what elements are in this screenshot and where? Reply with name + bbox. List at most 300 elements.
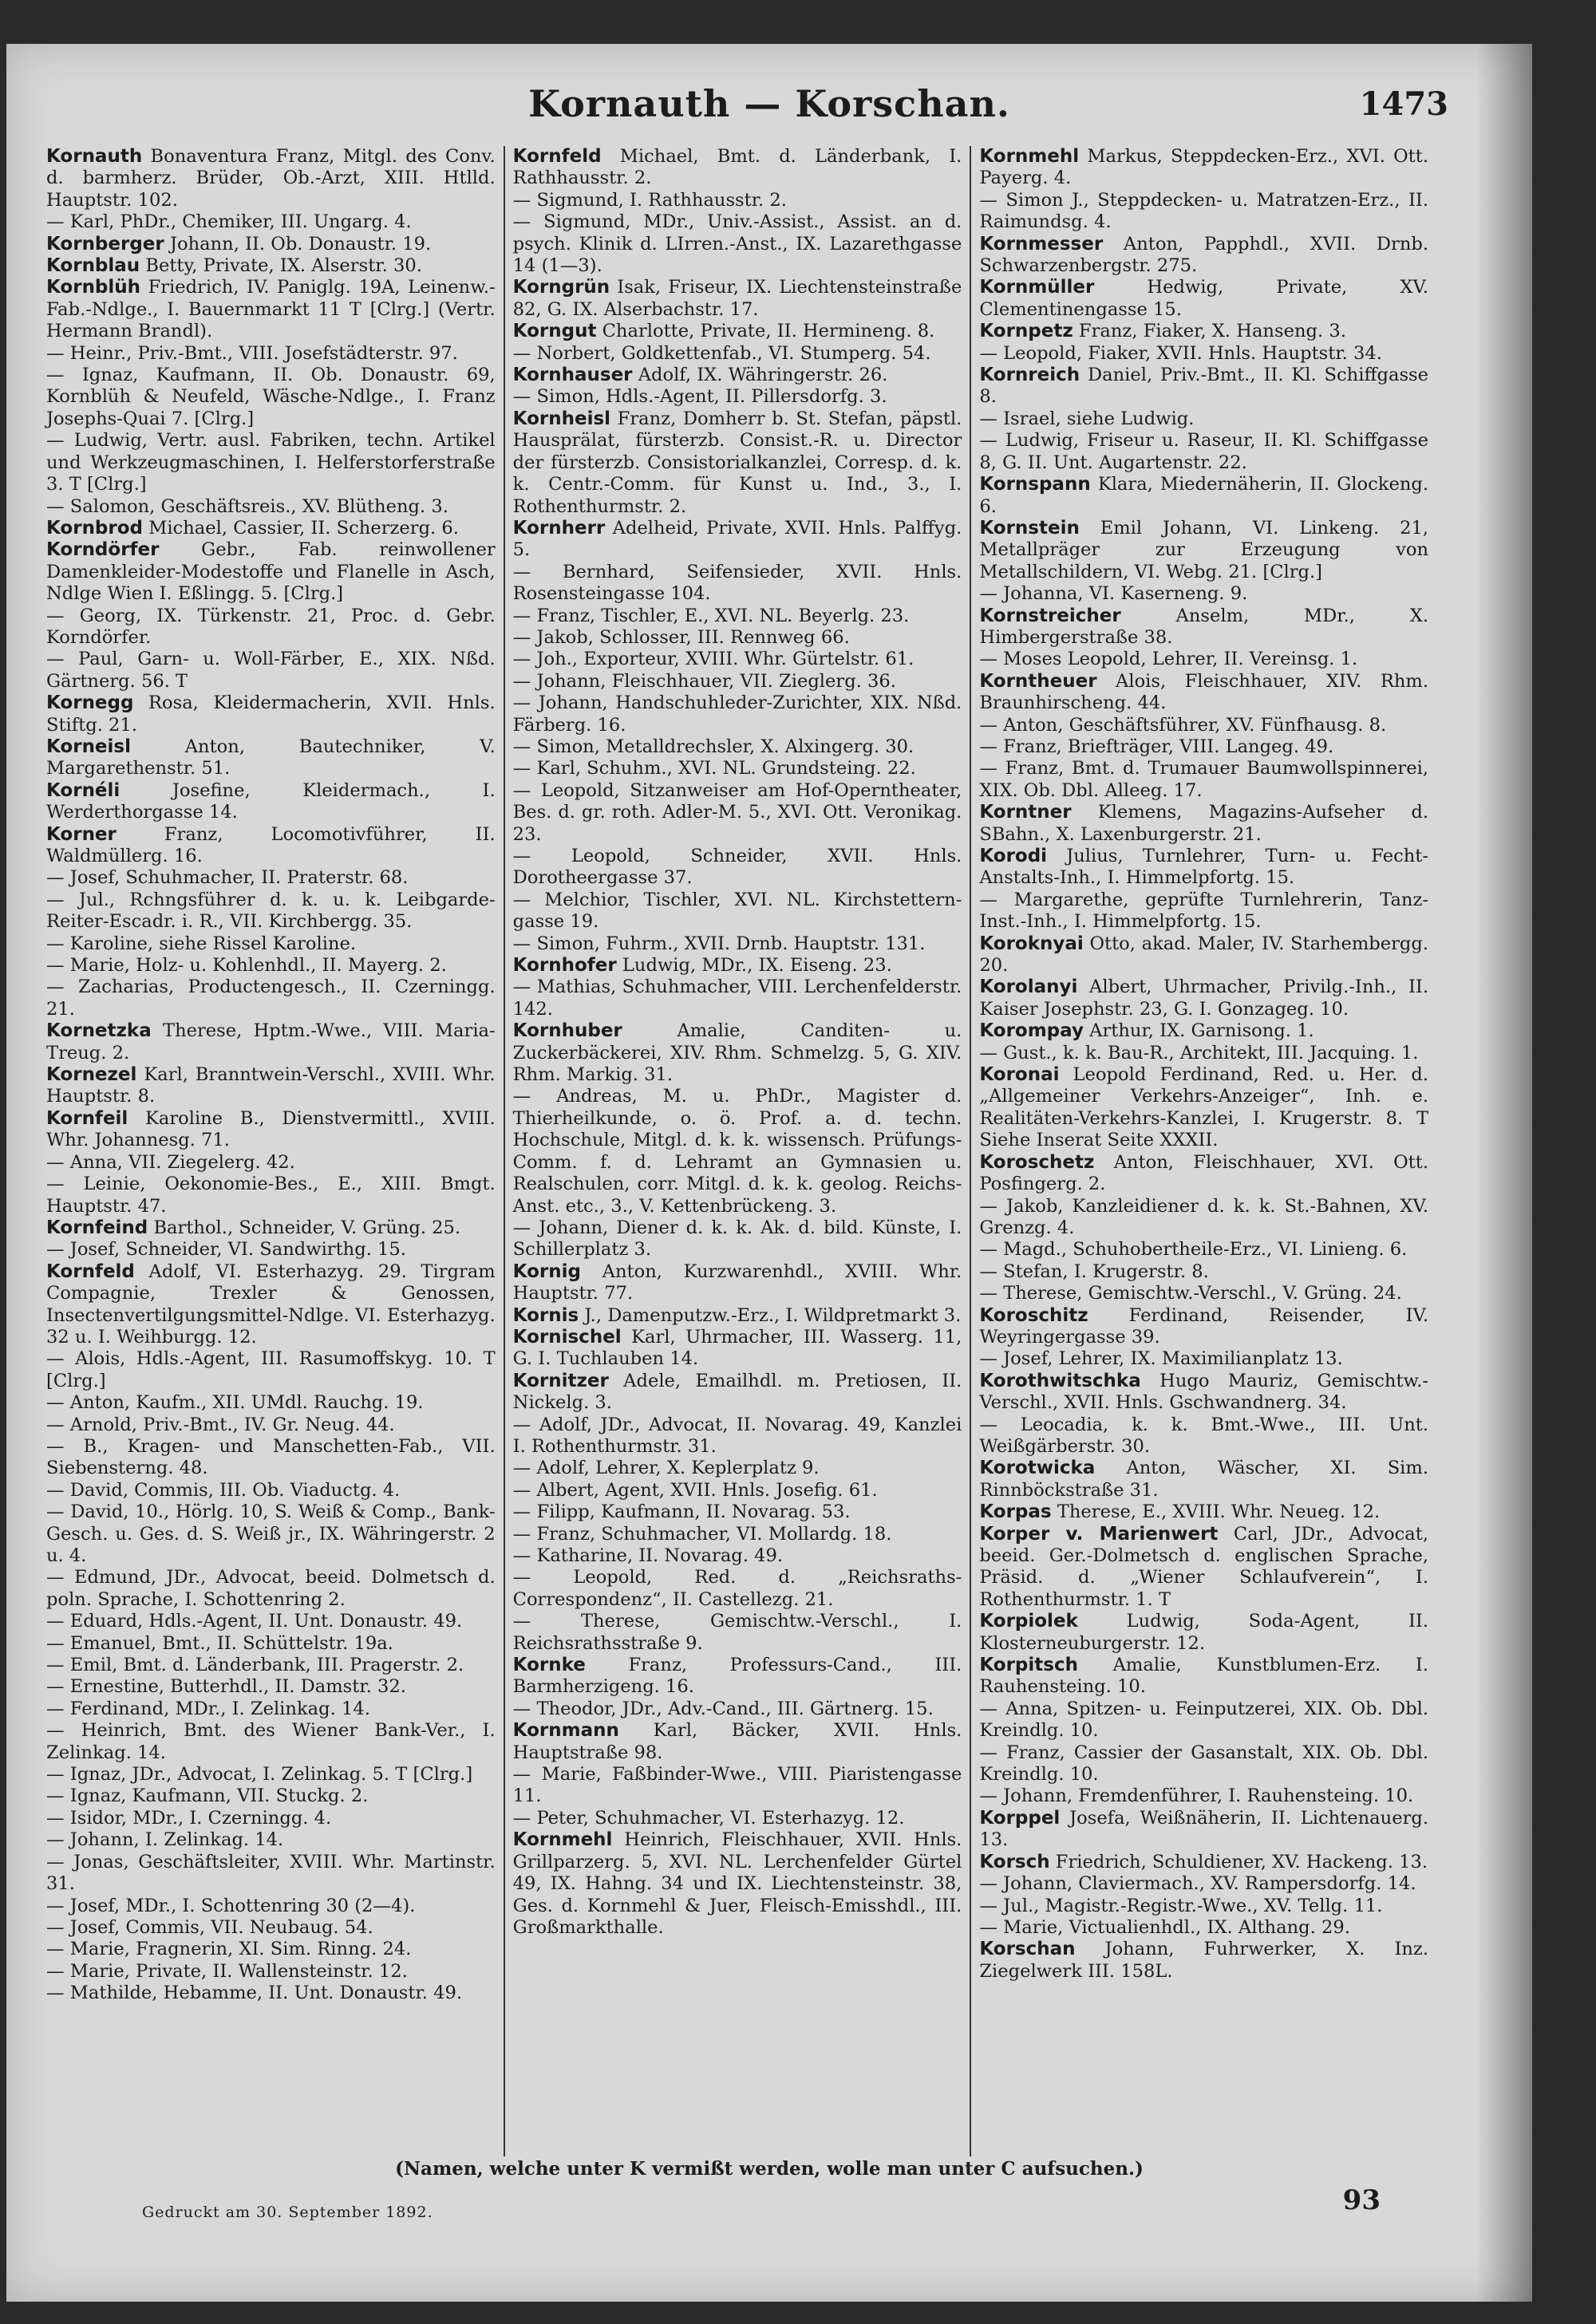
entry-text: — Alois, Hdls.-Agent, III. Rasumoffskyg. 10. T [Clrg.] xyxy=(46,1348,496,1391)
entry-text: — Jakob, Kanzleidiener d. k. k. St.-Bahnen, XV. Grenzg. 4. xyxy=(979,1195,1429,1238)
directory-entry xyxy=(513,518,962,562)
entry-text: Anton, Wäscher, XI. Sim. Rinnböckstraße 31. xyxy=(979,1458,1429,1501)
entry-text: — Franz, Briefträger, VIII. Langeg. 49. xyxy=(979,736,1334,757)
entry-text: — Leopold, Sitzanweiser am Hof-Operntheater, Bes. d. gr. roth. Adler-M. 5., XVI. Ott. Veronikag. 23. xyxy=(512,779,962,845)
entry-text: — Sigmund, MDr., Univ.-Assist., Assist. an d. psych. Klinik d. LIrren.-Anst., IX. Lazarethgasse 14 (1—3). xyxy=(512,211,962,277)
entry-text: Arthur, IX. Garnisong. 1. xyxy=(1089,1020,1314,1042)
directory-entry xyxy=(513,1545,962,1567)
entry-surname: Korntner xyxy=(979,802,1072,823)
entry-text: Amalie, Canditen- u. Zuckerbäckerei, XIV. Rhm. Schmelzg. 5, G. XIV. Rhm. Markig. 31. xyxy=(512,1020,962,1086)
directory-entry xyxy=(513,1611,962,1655)
directory-entry xyxy=(46,496,496,518)
directory-entry xyxy=(46,1699,496,1720)
directory-entry xyxy=(513,1720,962,1764)
entry-text: Karl, Branntwein-Verschl., XVIII. Whr. Hauptstr. 8. xyxy=(46,1064,496,1107)
entry-text: — Ludwig, Vertr. ausl. Fabriken, techn. Artikel und Werkzeugmaschinen, I. Helferstorferstraße 3. T [Clrg.] xyxy=(46,430,496,495)
entry-surname: Kornreich xyxy=(979,365,1080,386)
entry-text: — Ferdinand, MDr., I. Zelinkag. 14. xyxy=(46,1698,370,1719)
directory-entry xyxy=(979,1742,1428,1786)
entry-text: — Josef, Schneider, VI. Sandwirthg. 15. xyxy=(46,1239,406,1261)
directory-entry xyxy=(46,1896,496,1917)
directory-entry xyxy=(46,255,496,277)
directory-entry xyxy=(513,692,962,736)
entry-text: — Anna, VII. Ziegelerg. 42. xyxy=(46,1151,295,1173)
entry-text: — Josef, MDr., I. Schottenring 30 (2—4). xyxy=(46,1895,416,1916)
directory-entry xyxy=(979,321,1428,342)
directory-entry xyxy=(979,1261,1428,1283)
directory-entry xyxy=(46,343,496,365)
entry-surname: Korschan xyxy=(979,1939,1076,1960)
directory-entry xyxy=(46,867,496,889)
entry-text: Anton, Kurzwarenhdl., XVIII. Whr. Hauptstr. 77. xyxy=(512,1261,962,1304)
entry-text: Anton, Papphdl., XVII. Drnb. Schwarzenbergstr. 275. xyxy=(979,233,1429,277)
directory-entry xyxy=(46,1720,496,1764)
entry-text: Alois, Fleischhauer, XIV. Rhm. Braunhirscheng. 44. xyxy=(979,670,1429,714)
entry-text: Josefine, Kleidermach., I. Werderthorgasse 14. xyxy=(46,779,496,823)
column-2 xyxy=(504,146,970,2156)
entry-text: Albert, Uhrmacher, Privilg.-Inh., II. Kaiser Josephstr. 23, G. I. Gonzageg. 10. xyxy=(979,977,1429,1020)
entry-surname: Kornbrod xyxy=(46,517,144,539)
entry-surname: Kornhuber xyxy=(512,1020,622,1042)
entry-surname: Kornherr xyxy=(512,517,606,539)
directory-entry xyxy=(979,1524,1428,1612)
directory-entry xyxy=(979,474,1428,518)
entry-surname: Koroschitz xyxy=(979,1304,1088,1326)
entry-text: — Karoline, siehe Rissel Karoline. xyxy=(46,933,357,954)
entry-surname: Kornischel xyxy=(512,1326,622,1347)
directory-entry xyxy=(513,671,962,692)
directory-entry xyxy=(46,1633,496,1655)
directory-entry xyxy=(513,146,962,190)
directory-entry xyxy=(979,1873,1428,1895)
entry-text: — Anna, Spitzen- u. Feinputzerei, XIX. Ob. Dbl. Kreindlg. 10. xyxy=(979,1698,1429,1742)
entry-text: — Karl, Schuhm., XVI. NL. Grundsteing. 22. xyxy=(512,758,916,779)
entry-text: Charlotte, Private, II. Hermineng. 8. xyxy=(602,321,935,342)
entry-text: — Melchior, Tischler, XVI. NL. Kirchstettern-gasse 19. xyxy=(512,889,962,933)
entry-text: Bonaventura Franz, Mitgl. des Conv. d. barmherz. Brüder, Ob.-Arzt, XIII. Htlld. Hauptstr. 102. xyxy=(46,146,496,211)
directory-entry xyxy=(46,1785,496,1807)
entry-text: Adelheid, Private, XVII. Hnls. Palffyg. 5. xyxy=(512,517,962,561)
entry-surname: Korsch xyxy=(979,1851,1050,1872)
footnote: (Namen, welche unter K vermißt werden, wolle man unter C aufsuchen.) xyxy=(395,2158,1144,2180)
directory-entry xyxy=(979,1064,1428,1152)
entry-text: — Zacharias, Productengesch., II. Czerningg. 21. xyxy=(46,977,496,1020)
directory-entry xyxy=(46,1174,496,1217)
entry-text: Friedrich, IV. Paniglg. 19A, Leinenw.-Fab.-Ndlge., I. Bauernmarkt 11 T [Clrg.] (Vertr. Hermann Brandl). xyxy=(46,277,496,342)
entry-text: Anton, Bautechniker, V. Margarethenstr. 51. xyxy=(46,736,496,779)
entry-text: — Adolf, JDr., Advocat, II. Novarag. 49, Kanzlei I. Rothenthurmstr. 31. xyxy=(512,1414,962,1457)
directory-entry xyxy=(979,343,1428,365)
entry-surname: Kornstein xyxy=(979,517,1080,539)
entry-text: Markus, Steppdecken-Erz., XVI. Ott. Payerg. 4. xyxy=(979,146,1429,189)
directory-entry xyxy=(46,1480,496,1501)
entry-text: — Ludwig, Friseur u. Raseur, II. Kl. Schiffgasse 8, G. II. Unt. Augartenstr. 22. xyxy=(979,430,1429,473)
entry-text: — Mathilde, Hebamme, II. Unt. Donaustr. 49. xyxy=(46,1983,463,2004)
entry-surname: Kornfeind xyxy=(46,1217,148,1238)
directory-entry xyxy=(46,692,496,736)
entry-text: Isak, Friseur, IX. Liechtensteinstraße 82, G. IX. Alserbachstr. 17. xyxy=(512,277,962,320)
entry-text: — Leopold, Fiaker, XVII. Hnls. Hauptstr. 34. xyxy=(979,342,1382,364)
directory-entry xyxy=(46,1917,496,1939)
entry-text: — Marie, Holz- u. Kohlenhdl., II. Mayerg. 2. xyxy=(46,955,447,977)
entry-text: — Johann, Fremdenführer, I. Rauhensteing. 10. xyxy=(979,1785,1414,1807)
entry-surname: Korngrün xyxy=(512,277,610,298)
entry-text: Otto, akad. Maler, IV. Starhembergg. 20. xyxy=(979,933,1429,977)
entry-text: — David, 10., Hörlg. 10, S. Weiß & Comp., Bank-Gesch. u. Ges. d. S. Weiß jr., IX. Währingerstr. 2 u. 4. xyxy=(46,1501,496,1566)
entry-surname: Kornstreicher xyxy=(979,605,1121,626)
column-1 xyxy=(38,146,504,2156)
entry-text: Therese, E., XVIII. Whr. Neueg. 12. xyxy=(1057,1501,1381,1523)
directory-entry xyxy=(46,1239,496,1261)
entry-surname: Kornmehl xyxy=(979,146,1080,167)
entry-surname: Kornblau xyxy=(46,255,140,277)
entry-surname: Kornpetz xyxy=(979,321,1073,342)
directory-entry xyxy=(979,365,1428,408)
directory-entry xyxy=(513,1458,962,1479)
directory-entry xyxy=(46,1348,496,1392)
directory-entry xyxy=(513,1808,962,1829)
directory-entry xyxy=(46,933,496,955)
entry-text: — Leinie, Oekonomie-Bes., E., XIII. Bmgt. Hauptstr. 47. xyxy=(46,1174,496,1217)
entry-surname: Kornezel xyxy=(46,1064,137,1086)
directory-entry xyxy=(513,758,962,779)
entry-surname: Korpiolek xyxy=(979,1611,1078,1632)
directory-entry xyxy=(513,1371,962,1415)
page-edge-shadow xyxy=(1476,44,1532,2302)
directory-entry xyxy=(979,758,1428,802)
directory-entry xyxy=(46,1829,496,1851)
entry-text: Karl, Bäcker, XVII. Hnls. Hauptstraße 98. xyxy=(512,1720,962,1763)
entry-text: — Stefan, I. Krugerstr. 8. xyxy=(979,1261,1209,1282)
entry-surname: Korotwicka xyxy=(979,1458,1096,1479)
directory-entry xyxy=(46,430,496,495)
directory-entry xyxy=(979,583,1428,605)
entry-text: Betty, Private, IX. Alserstr. 30. xyxy=(145,255,422,277)
entry-text: — Marie, Private, II. Wallensteinstr. 12. xyxy=(46,1960,408,1982)
entry-text: Franz, Domherr b. St. Stefan, päpstl. Hausprälat, fürsterzb. Consist.-R. u. Director der fürsterzb. Consistorialkanzlei, Corresp. d. k. k. Centr.-Comm. für Kunst u. Ind., 3., I. Rothenthurmstr. 2. xyxy=(512,408,962,517)
entry-text: Michael, Bmt. d. Länderbank, I. Rathhausstr. 2. xyxy=(512,146,962,189)
entry-surname: Korndörfer xyxy=(46,539,160,561)
directory-entry xyxy=(979,234,1428,278)
directory-entry xyxy=(46,824,496,868)
directory-entry xyxy=(979,715,1428,736)
entry-surname: Korothwitschka xyxy=(979,1370,1141,1391)
directory-entry xyxy=(513,277,962,321)
directory-entry xyxy=(979,1655,1428,1699)
directory-entry xyxy=(46,1064,496,1108)
directory-entry xyxy=(46,539,496,605)
directory-entry xyxy=(46,1852,496,1896)
entry-text: Franz, Professurs-Cand., III. Barmherzigeng. 16. xyxy=(512,1655,962,1698)
entry-surname: Korodi xyxy=(979,846,1048,866)
directory-entry xyxy=(46,1655,496,1676)
entry-surname: Kornberger xyxy=(46,233,164,254)
entry-surname: Kornmüller xyxy=(979,277,1095,298)
directory-entry xyxy=(46,518,496,539)
directory-entry xyxy=(979,430,1428,474)
entry-text: Friedrich, Schuldiener, XV. Hackeng. 13. xyxy=(1055,1851,1428,1872)
entry-text: J., Damenputzw.-Erz., I. Wildpretmarkt 3. xyxy=(584,1304,962,1326)
entry-text: Johann, II. Ob. Donaustr. 19. xyxy=(169,233,432,254)
entry-text: — Filipp, Kaufmann, II. Novarag. 53. xyxy=(512,1501,851,1523)
entry-text: Hedwig, Private, XV. Clementinengasse 15. xyxy=(979,277,1429,320)
directory-entry xyxy=(46,146,496,211)
entry-text: — Emil, Bmt. d. Länderbank, III. Pragerstr. 2. xyxy=(46,1655,464,1676)
entry-surname: Kornspann xyxy=(979,474,1091,495)
entry-surname: Kornblüh xyxy=(46,277,141,298)
directory-entry xyxy=(513,1086,962,1217)
entry-text: — Heinrich, Bmt. des Wiener Bank-Ver., I. Zelinkag. 14. xyxy=(46,1720,496,1763)
entry-text: — Johann, Handschuhleder-Zurichter, XIX. Nßd. Färberg. 16. xyxy=(512,692,962,736)
directory-entry xyxy=(513,321,962,342)
directory-entry xyxy=(46,649,496,692)
entry-text: — Arnold, Priv.-Bmt., IV. Gr. Neug. 44. xyxy=(46,1414,395,1435)
directory-entry xyxy=(46,211,496,233)
entry-text: — Jul., Magistr.-Registr.-Wwe., XV. Tellg. 11. xyxy=(979,1895,1383,1916)
entry-text: — Therese, Gemischtw.-Verschl., V. Grüng. 24. xyxy=(979,1283,1402,1304)
entry-surname: Kornmann xyxy=(512,1720,619,1742)
entry-text: Klara, Miedernäherin, II. Glockeng. 6. xyxy=(979,474,1429,517)
entry-text: — Johann, Fleischhauer, VII. Zieglerg. 36. xyxy=(512,670,896,692)
entry-text: — Leocadia, k. k. Bmt.-Wwe., III. Unt. Weißgärberstr. 30. xyxy=(979,1414,1429,1457)
entry-text: — Albert, Agent, XVII. Hnls. Josefig. 61. xyxy=(512,1479,878,1501)
entry-text: — Eduard, Hdls.-Agent, II. Unt. Donaustr. 49. xyxy=(46,1611,463,1632)
entry-text: — Marie, Faßbinder-Wwe., VIII. Piaristengasse 11. xyxy=(512,1764,962,1807)
column-3 xyxy=(970,146,1436,2156)
directory-entry xyxy=(979,1152,1428,1196)
running-title: Kornauth — Korschan. xyxy=(528,82,1010,125)
directory-entry xyxy=(513,1501,962,1523)
directory-entry xyxy=(979,1939,1428,1983)
directory-entry xyxy=(46,1983,496,2004)
directory-entry xyxy=(46,606,496,649)
entry-text: — Gust., k. k. Bau-R., Architekt, III. Jacquing. 1. xyxy=(979,1042,1419,1063)
entry-text: — Jul., Rchngsführer d. k. u. k. Leibgarde-Reiter-Escadr. i. R., VII. Kirchbergg. 35. xyxy=(46,889,496,933)
entry-surname: Kornmesser xyxy=(979,233,1104,254)
directory-entry xyxy=(46,736,496,780)
entry-text: Rosa, Kleidermacherin, XVII. Hnls. Stiftg. 21. xyxy=(46,692,496,736)
entry-text: Barthol., Schneider, V. Grüng. 25. xyxy=(153,1217,461,1238)
entry-text: — Josef, Commis, VII. Neubaug. 54. xyxy=(46,1916,373,1938)
entry-text: — Emanuel, Bmt., II. Schüttelstr. 19a. xyxy=(46,1632,393,1654)
entry-text: Karoline B., Dienstvermittl., XVIII. Whr. Johannesg. 71. xyxy=(46,1107,496,1151)
entry-surname: Kornfeld xyxy=(512,146,602,167)
entry-text: — Josef, Schuhmacher, II. Praterstr. 68. xyxy=(46,867,409,889)
directory-entry xyxy=(979,1043,1428,1064)
entry-surname: Korpitsch xyxy=(979,1655,1078,1676)
directory-entry xyxy=(513,365,962,386)
directory-entry xyxy=(513,1567,962,1611)
entry-text: — Theodor, JDr., Adv.-Cand., III. Gärtnerg. 15. xyxy=(512,1698,934,1719)
entry-surname: Koronai xyxy=(979,1064,1060,1086)
entry-text: Leopold Ferdinand, Red. u. Her. d. „Allgemeiner Verkehrs-Anzeiger“, Inh. e. Realitäten-Verkehrs-Kanzlei, I. Krugerstr. 8. T Siehe Inserat Seite XXXII. xyxy=(979,1064,1429,1151)
entry-surname: Kornhofer xyxy=(512,955,617,977)
entry-surname: Kornmehl xyxy=(512,1829,613,1851)
directory-entry xyxy=(979,190,1428,234)
directory-entry xyxy=(46,1152,496,1174)
directory-entry xyxy=(979,1415,1428,1458)
entry-surname: Korntheuer xyxy=(979,670,1097,692)
entry-text: Franz, Fiaker, X. Hanseng. 3. xyxy=(1078,321,1346,342)
directory-entry xyxy=(979,1020,1428,1042)
entry-text: — Katharine, II. Novarag. 49. xyxy=(512,1545,784,1566)
entry-text: — Marie, Victualienhdl., IX. Althang. 29. xyxy=(979,1916,1350,1938)
directory-entry xyxy=(46,1436,496,1480)
entry-surname: Kornfeil xyxy=(46,1107,128,1129)
directory-entry xyxy=(513,736,962,758)
entry-surname: Korner xyxy=(46,823,117,845)
entry-text: — Leopold, Red. d. „Reichsraths-Correspondenz“, II. Castellezg. 21. xyxy=(512,1567,962,1610)
entry-text: — Franz, Tischler, E., XVI. NL. Beyerlg. 23. xyxy=(512,605,910,626)
entry-text: — Heinr., Priv.-Bmt., VIII. Josefstädterstr. 97. xyxy=(46,342,458,364)
directory-entry xyxy=(513,955,962,977)
entry-text: — Mathias, Schuhmacher, VIII. Lerchenfelderstr. 142. xyxy=(512,977,962,1020)
entry-surname: Koroschetz xyxy=(979,1151,1095,1173)
directory-entry xyxy=(46,780,496,824)
directory-entry xyxy=(46,1415,496,1436)
entry-text: — Anton, Kaufm., XII. UMdl. Rauchg. 19. xyxy=(46,1392,424,1414)
entry-text: — Johann, Claviermach., XV. Rampersdorfg. 14. xyxy=(979,1873,1416,1895)
print-date: Gedruckt am 30. September 1892. xyxy=(142,2204,433,2221)
directory-entry xyxy=(979,1458,1428,1501)
entry-text: — Karl, PhDr., Chemiker, III. Ungarg. 4. xyxy=(46,211,412,233)
directory-entry xyxy=(46,955,496,977)
entry-text: Adele, Emailhdl. m. Pretiosen, II. Nickelg. 3. xyxy=(512,1370,962,1414)
entry-text: — Therese, Gemischtw.-Verschl., I. Reichsrathsstraße 9. xyxy=(512,1611,962,1654)
directory-entry xyxy=(979,933,1428,977)
directory-entry xyxy=(979,1808,1428,1852)
directory-entry xyxy=(979,846,1428,890)
entry-surname: Kornis xyxy=(512,1304,579,1326)
entry-text: — Andreas, M. u. PhDr., Magister d. Thierheilkunde, o. ö. Prof. a. d. techn. Hochschule, Mitgl. d. k. k. wissensch. Prüfungs-Comm. f. d. Lehramt an Gymnasien u. Realschulen, corr. Mitgl. d. k. k. geolog. Reichs-Anst. etc., 3., V. Kettenbrückeng. 3. xyxy=(512,1086,962,1217)
directory-entry xyxy=(46,1939,496,1960)
entry-text: Gebr., Fab. reinwollener Damenkleider-Modestoffe und Flanelle in Asch, Ndlge Wien I. Eßlingg. 5. [Clrg.] xyxy=(46,539,496,605)
directory-entry xyxy=(979,1699,1428,1742)
entry-text: Johann, Fuhrwerker, X. Inz. Ziegelwerk III. 158L. xyxy=(979,1939,1429,1982)
entry-surname: Kornegg xyxy=(46,692,134,714)
entry-text: — Peter, Schuhmacher, VI. Esterhazyg. 12. xyxy=(512,1807,905,1829)
directory-entry xyxy=(46,1217,496,1239)
entry-text: — Ignaz, Kaufmann, II. Ob. Donaustr. 69, Kornblüh & Neufeld, Wäsche-Ndlge., I. Franz Josephs-Quai 7. [Clrg.] xyxy=(46,365,496,429)
signature-mark: 93 xyxy=(1342,2184,1381,2216)
entry-text: — B., Kragen- und Manschetten-Fab., VII. Siebensterng. 48. xyxy=(46,1435,496,1479)
directory-entry xyxy=(46,890,496,933)
directory-entry xyxy=(513,1305,962,1327)
directory-page xyxy=(6,44,1532,2302)
entry-text: — Josef, Lehrer, IX. Maximilianplatz 13. xyxy=(979,1348,1343,1370)
directory-entry xyxy=(979,1917,1428,1939)
entry-text: — Margarethe, geprüfte Turnlehrerin, Tanz-Inst.-Inh., I. Himmelpfortg. 15. xyxy=(979,889,1429,933)
directory-entry xyxy=(513,606,962,627)
directory-entry xyxy=(513,562,962,606)
directory-entry xyxy=(979,649,1428,670)
entry-text: — Jakob, Schlosser, III. Rennweg 66. xyxy=(512,626,850,648)
entry-text: — Ernestine, Butterhdl., II. Damstr. 32. xyxy=(46,1676,406,1698)
directory-entry xyxy=(513,1524,962,1545)
entry-text: — Leopold, Schneider, XVII. Hnls. Dorotheergasse 37. xyxy=(512,846,962,889)
entry-surname: Korppel xyxy=(979,1807,1061,1829)
directory-entry xyxy=(46,1961,496,1983)
directory-entry xyxy=(979,736,1428,758)
entry-text: Therese, Hptm.-Wwe., VIII. Maria-Treug. 2. xyxy=(46,1020,496,1063)
directory-entry xyxy=(513,408,962,518)
entry-text: Karl, Uhrmacher, III. Wasserg. 11, G. I. Tuchlauben 14. xyxy=(512,1326,962,1370)
entry-text: — Franz, Bmt. d. Trumauer Baumwollspinnerei, XIX. Ob. Dbl. Alleeg. 17. xyxy=(979,758,1429,801)
entry-text: — Johanna, VI. Kaserneng. 9. xyxy=(979,583,1248,605)
entry-surname: Korneisl xyxy=(46,736,131,757)
directory-entry xyxy=(979,1501,1428,1523)
entry-text: Adolf, IX. Währingerstr. 26. xyxy=(638,365,888,386)
directory-entry xyxy=(46,365,496,430)
entry-text: — Sigmund, I. Rathhausstr. 2. xyxy=(512,189,787,211)
entry-text: — Simon, Metalldrechsler, X. Alxingerg. 30. xyxy=(512,736,915,757)
entry-text: — Simon J., Steppdecken- u. Matratzen-Erz., II. Raimundsg. 4. xyxy=(979,189,1429,233)
directory-entry xyxy=(513,1699,962,1720)
directory-entry xyxy=(46,277,496,342)
entry-surname: Kornauth xyxy=(46,146,143,167)
entry-text: Ludwig, Soda-Agent, II. Klosterneuburgerstr. 12. xyxy=(979,1611,1429,1654)
directory-entry xyxy=(513,1480,962,1501)
entry-text: — Georg, IX. Türkenstr. 21, Proc. d. Gebr. Korndörfer. xyxy=(46,605,496,648)
entry-surname: Kornitzer xyxy=(512,1370,609,1391)
directory-entry xyxy=(979,802,1428,846)
directory-entry xyxy=(979,1305,1428,1349)
directory-entry xyxy=(513,190,962,211)
directory-entry xyxy=(513,1655,962,1699)
directory-entry xyxy=(513,386,962,408)
directory-entry xyxy=(513,1261,962,1305)
directory-entry xyxy=(979,1239,1428,1261)
entry-text: Carl, JDr., Advocat, beeid. Ger.-Dolmetsch d. englischen Sprache, Präsid. d. „Wiener Schlaufverein“, I. Rothenthurmstr. 1. T xyxy=(979,1523,1429,1610)
directory-entry xyxy=(979,890,1428,933)
directory-entry xyxy=(46,1501,496,1567)
page-header xyxy=(6,82,1532,138)
entry-text: — David, Commis, III. Ob. Viaductg. 4. xyxy=(46,1479,401,1501)
entry-text: — Norbert, Goldkettenfab., VI. Stumperg. 54. xyxy=(512,342,931,364)
directory-entry xyxy=(46,1020,496,1064)
directory-entry xyxy=(979,518,1428,583)
entry-text: — Anton, Geschäftsführer, XV. Fünfhausg. 8. xyxy=(979,714,1387,736)
entry-text: — Ignaz, Kaufmann, VII. Stuckg. 2. xyxy=(46,1785,369,1807)
entry-surname: Korolanyi xyxy=(979,977,1078,998)
directory-entry xyxy=(513,846,962,890)
entry-text: — Jonas, Geschäftsleiter, XVIII. Whr. Martinstr. 31. xyxy=(46,1851,496,1895)
entry-text: — Franz, Schuhmacher, VI. Mollardg. 18. xyxy=(512,1523,892,1545)
directory-entry xyxy=(979,1785,1428,1807)
directory-entry xyxy=(979,977,1428,1020)
entry-text: Daniel, Priv.-Bmt., II. Kl. Schiffgasse 8. xyxy=(979,365,1429,408)
entry-surname: Koroknyai xyxy=(979,933,1084,954)
directory-entry xyxy=(979,277,1428,321)
entry-text: Amalie, Kunstblumen-Erz. I. Rauhensteing. 10. xyxy=(979,1655,1429,1698)
directory-entry xyxy=(513,1764,962,1808)
directory-entry xyxy=(46,234,496,255)
entry-text: — Ignaz, JDr., Advocat, I. Zelinkag. 5. T [Clrg.] xyxy=(46,1764,473,1785)
entry-surname: Korngut xyxy=(512,321,597,342)
entry-text: Hugo Mauriz, Gemischtw.-Verschl., XVII. Hnls. Gschwandnerg. 34. xyxy=(979,1370,1429,1414)
entry-text: — Simon, Hdls.-Agent, II. Pillersdorfg. 3. xyxy=(512,386,887,408)
entry-surname: Kornig xyxy=(512,1261,581,1282)
entry-surname: Kornhauser xyxy=(512,365,633,386)
entry-text: — Salomon, Geschäftsreis., XV. Blütheng. 3. xyxy=(46,495,448,517)
directory-entry xyxy=(979,1371,1428,1415)
directory-entry xyxy=(513,890,962,933)
directory-entry xyxy=(46,1567,496,1611)
directory-entry xyxy=(46,1392,496,1414)
entry-text: Julius, Turnlehrer, Turn- u. Fecht-Anstalts-Inh., I. Himmelpfortg. 15. xyxy=(979,846,1429,889)
directory-entry xyxy=(979,1196,1428,1240)
directory-entry xyxy=(979,1611,1428,1655)
